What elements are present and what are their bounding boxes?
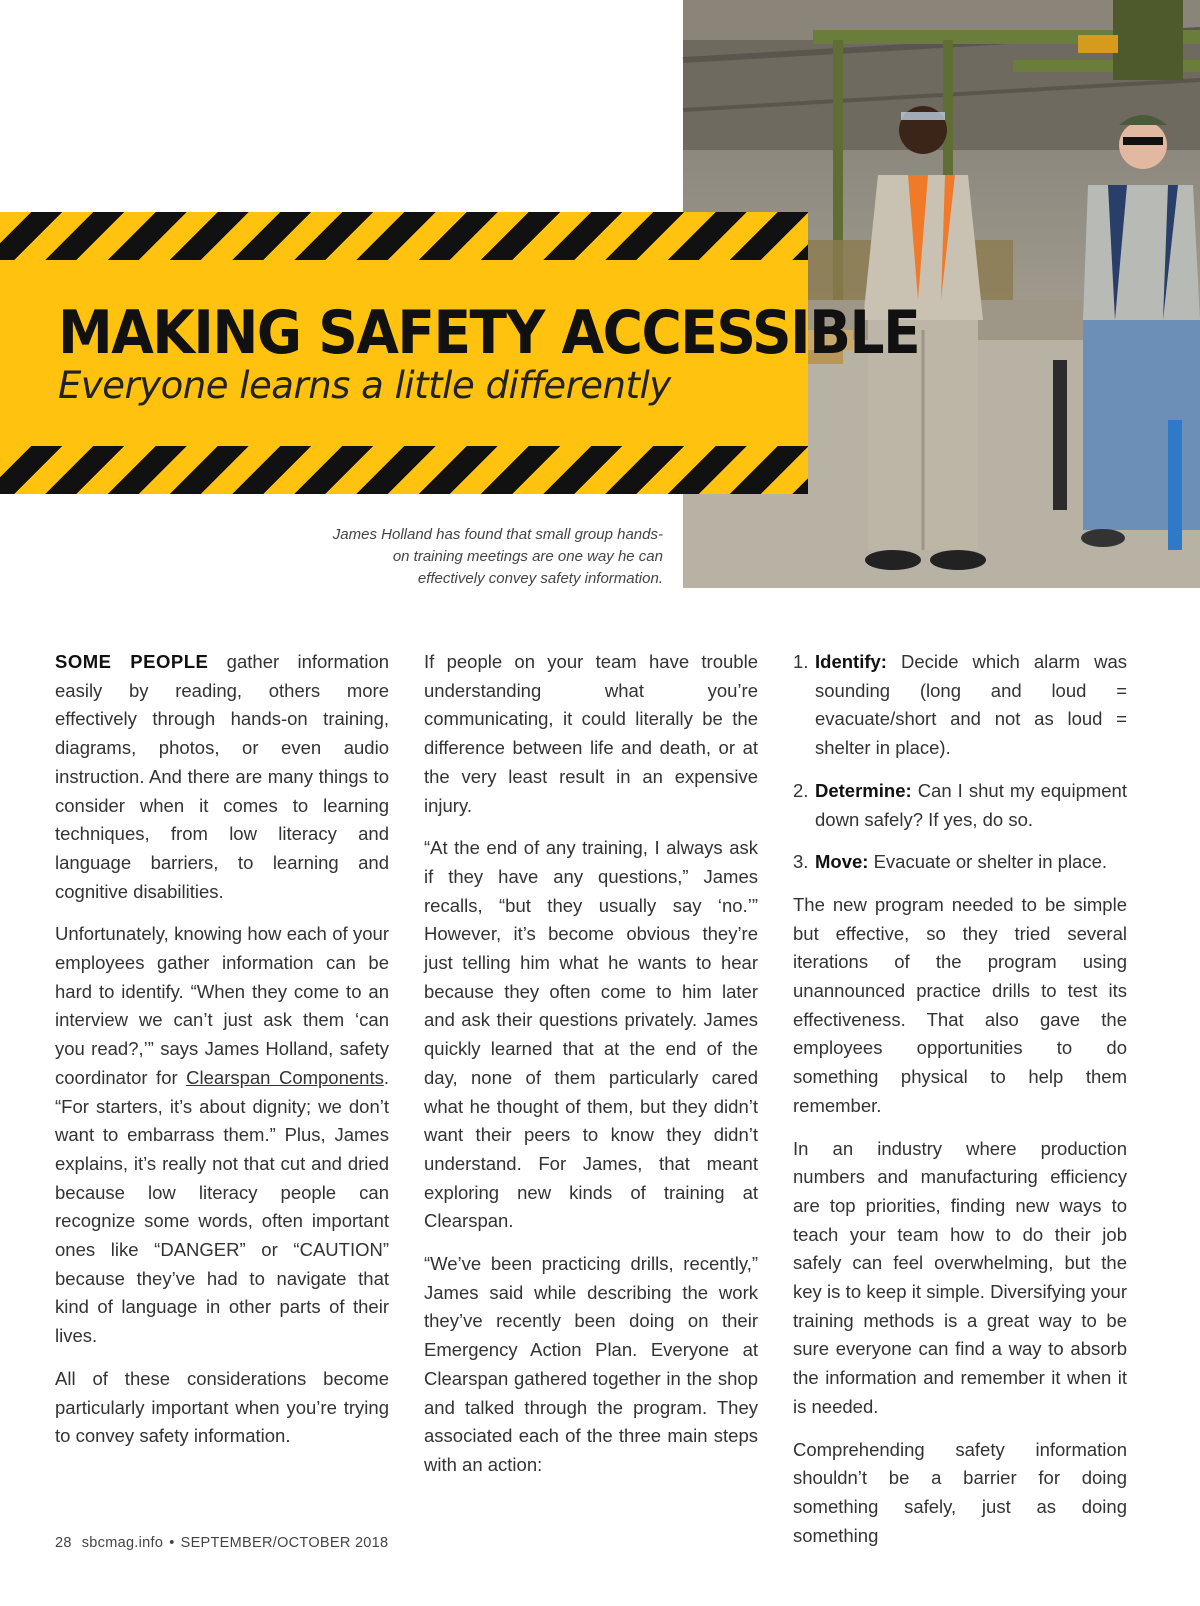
column-1 [55, 648, 389, 1465]
page-number: 28 [55, 1535, 72, 1551]
step-term: Move: [815, 851, 869, 873]
paragraph: If people on your team have trouble understanding what you’re communicating, it could literally be the difference between life and death, or at the very least result in an expensive injury. [424, 651, 758, 816]
paragraph: “We’ve been practicing drills, recently,” James said while describing the work they’ve recently been doing on their Emergency Action Plan. Everyone at Clearspan gathered together in the shop and talked through the program. They associated each of the three main steps with an action: [424, 1253, 758, 1475]
step-text: Evacuate or shelter in place. [868, 851, 1108, 873]
hazard-stripe-top [0, 212, 808, 260]
separator: • [169, 1535, 175, 1551]
paragraph: “At the end of any training, I always ask if they have any questions,” James recalls, “but they usually say ‘no.’” However, it’s become obvious they’re just telling him what he wants to hear because they often come to him later and ask their questions privately. James quickly learned that at the end of the day, none of them particularly cared what he thought of them, but they didn’t want their peers to know they didn’t understand. For James, that meant exploring new kinds of training at Clearspan. [424, 837, 758, 1232]
issue-date: SEPTEMBER/OCTOBER 2018 [180, 1535, 389, 1551]
paragraph: The new program needed to be simple but effective, so they tried several iterations of the program using unannounced practice drills to test its effectiveness. That also gave the employees opportunities to do something physical to help them remember. [793, 893, 1127, 1116]
lead-in: SOME PEOPLE [55, 651, 209, 672]
paragraph [55, 648, 389, 906]
title-banner [0, 212, 920, 494]
clearspan-link[interactable]: Clearspan Components [186, 1066, 384, 1088]
article-title: MAKING SAFETY ACCESSIBLE [58, 298, 920, 368]
site-name: sbcmag.info [81, 1535, 164, 1551]
list-item [793, 848, 1127, 877]
column-2 [424, 648, 758, 1494]
paragraph: In an industry where production numbers and manufacturing efficiency are top priorities, finding new ways to teach your team how to do their job safely can feel overwhelming, but the key is to keep it simple. Diversifying your training methods is a great way to be sure everyone can find a way to absorb the information and remember it when it is needed. [793, 1137, 1127, 1417]
paragraph-text: Unfortunately, knowing how each of your employees gather information can be hard to identify. “When they come to an interview we can’t just ask them ‘can you read?,’” says James Holland, safety coordinator for [55, 923, 389, 1088]
step-number: 1. [793, 651, 809, 672]
step-text: Decide which alarm was sounding (long and loud = evacuate/short and not as loud = shelter in place). [815, 651, 1127, 759]
step-text: Can I shut my equipment down safely? If yes, do so. [815, 779, 1127, 830]
step-number: 3. [793, 851, 809, 873]
photo-caption: James Holland has found that small group hands-on training meetings are one way he can effectively convey safety information. [332, 526, 663, 587]
step-term: Determine: [815, 779, 912, 801]
page-footer [55, 1535, 388, 1551]
step-term: Identify: [815, 651, 887, 672]
list-item [793, 648, 1127, 763]
article-subtitle: Everyone learns a little differently [58, 364, 671, 407]
paragraph: Comprehending safety information shouldn’t be a barrier for doing something safely, just as doing something [793, 1438, 1127, 1546]
paragraph: All of these considerations become particularly important when you’re trying to convey safety information. [55, 1367, 389, 1447]
hazard-stripe-bottom [0, 446, 808, 494]
step-number: 2. [793, 779, 809, 801]
steps-list [793, 648, 1127, 877]
paragraph [55, 920, 389, 1351]
column-3 [793, 648, 1127, 1564]
paragraph-text: gather information easily by reading, others more effectively through hands-on training, diagrams, photos, or even audio instruction. And there are many things to consider when it comes to learning techniques, from low literacy and language barriers, to learning and cognitive disabilities. [55, 651, 389, 902]
list-item [793, 777, 1127, 834]
paragraph-text: . “For starters, it’s about dignity; we don’t want to embarrass them.” Plus, James explains, it’s really not that cut and dried because low literacy people can recognize some words, often important ones like “DANGER” or “CAUTION” because they’ve had to navigate that kind of language in other parts of their lives. [55, 1066, 389, 1347]
